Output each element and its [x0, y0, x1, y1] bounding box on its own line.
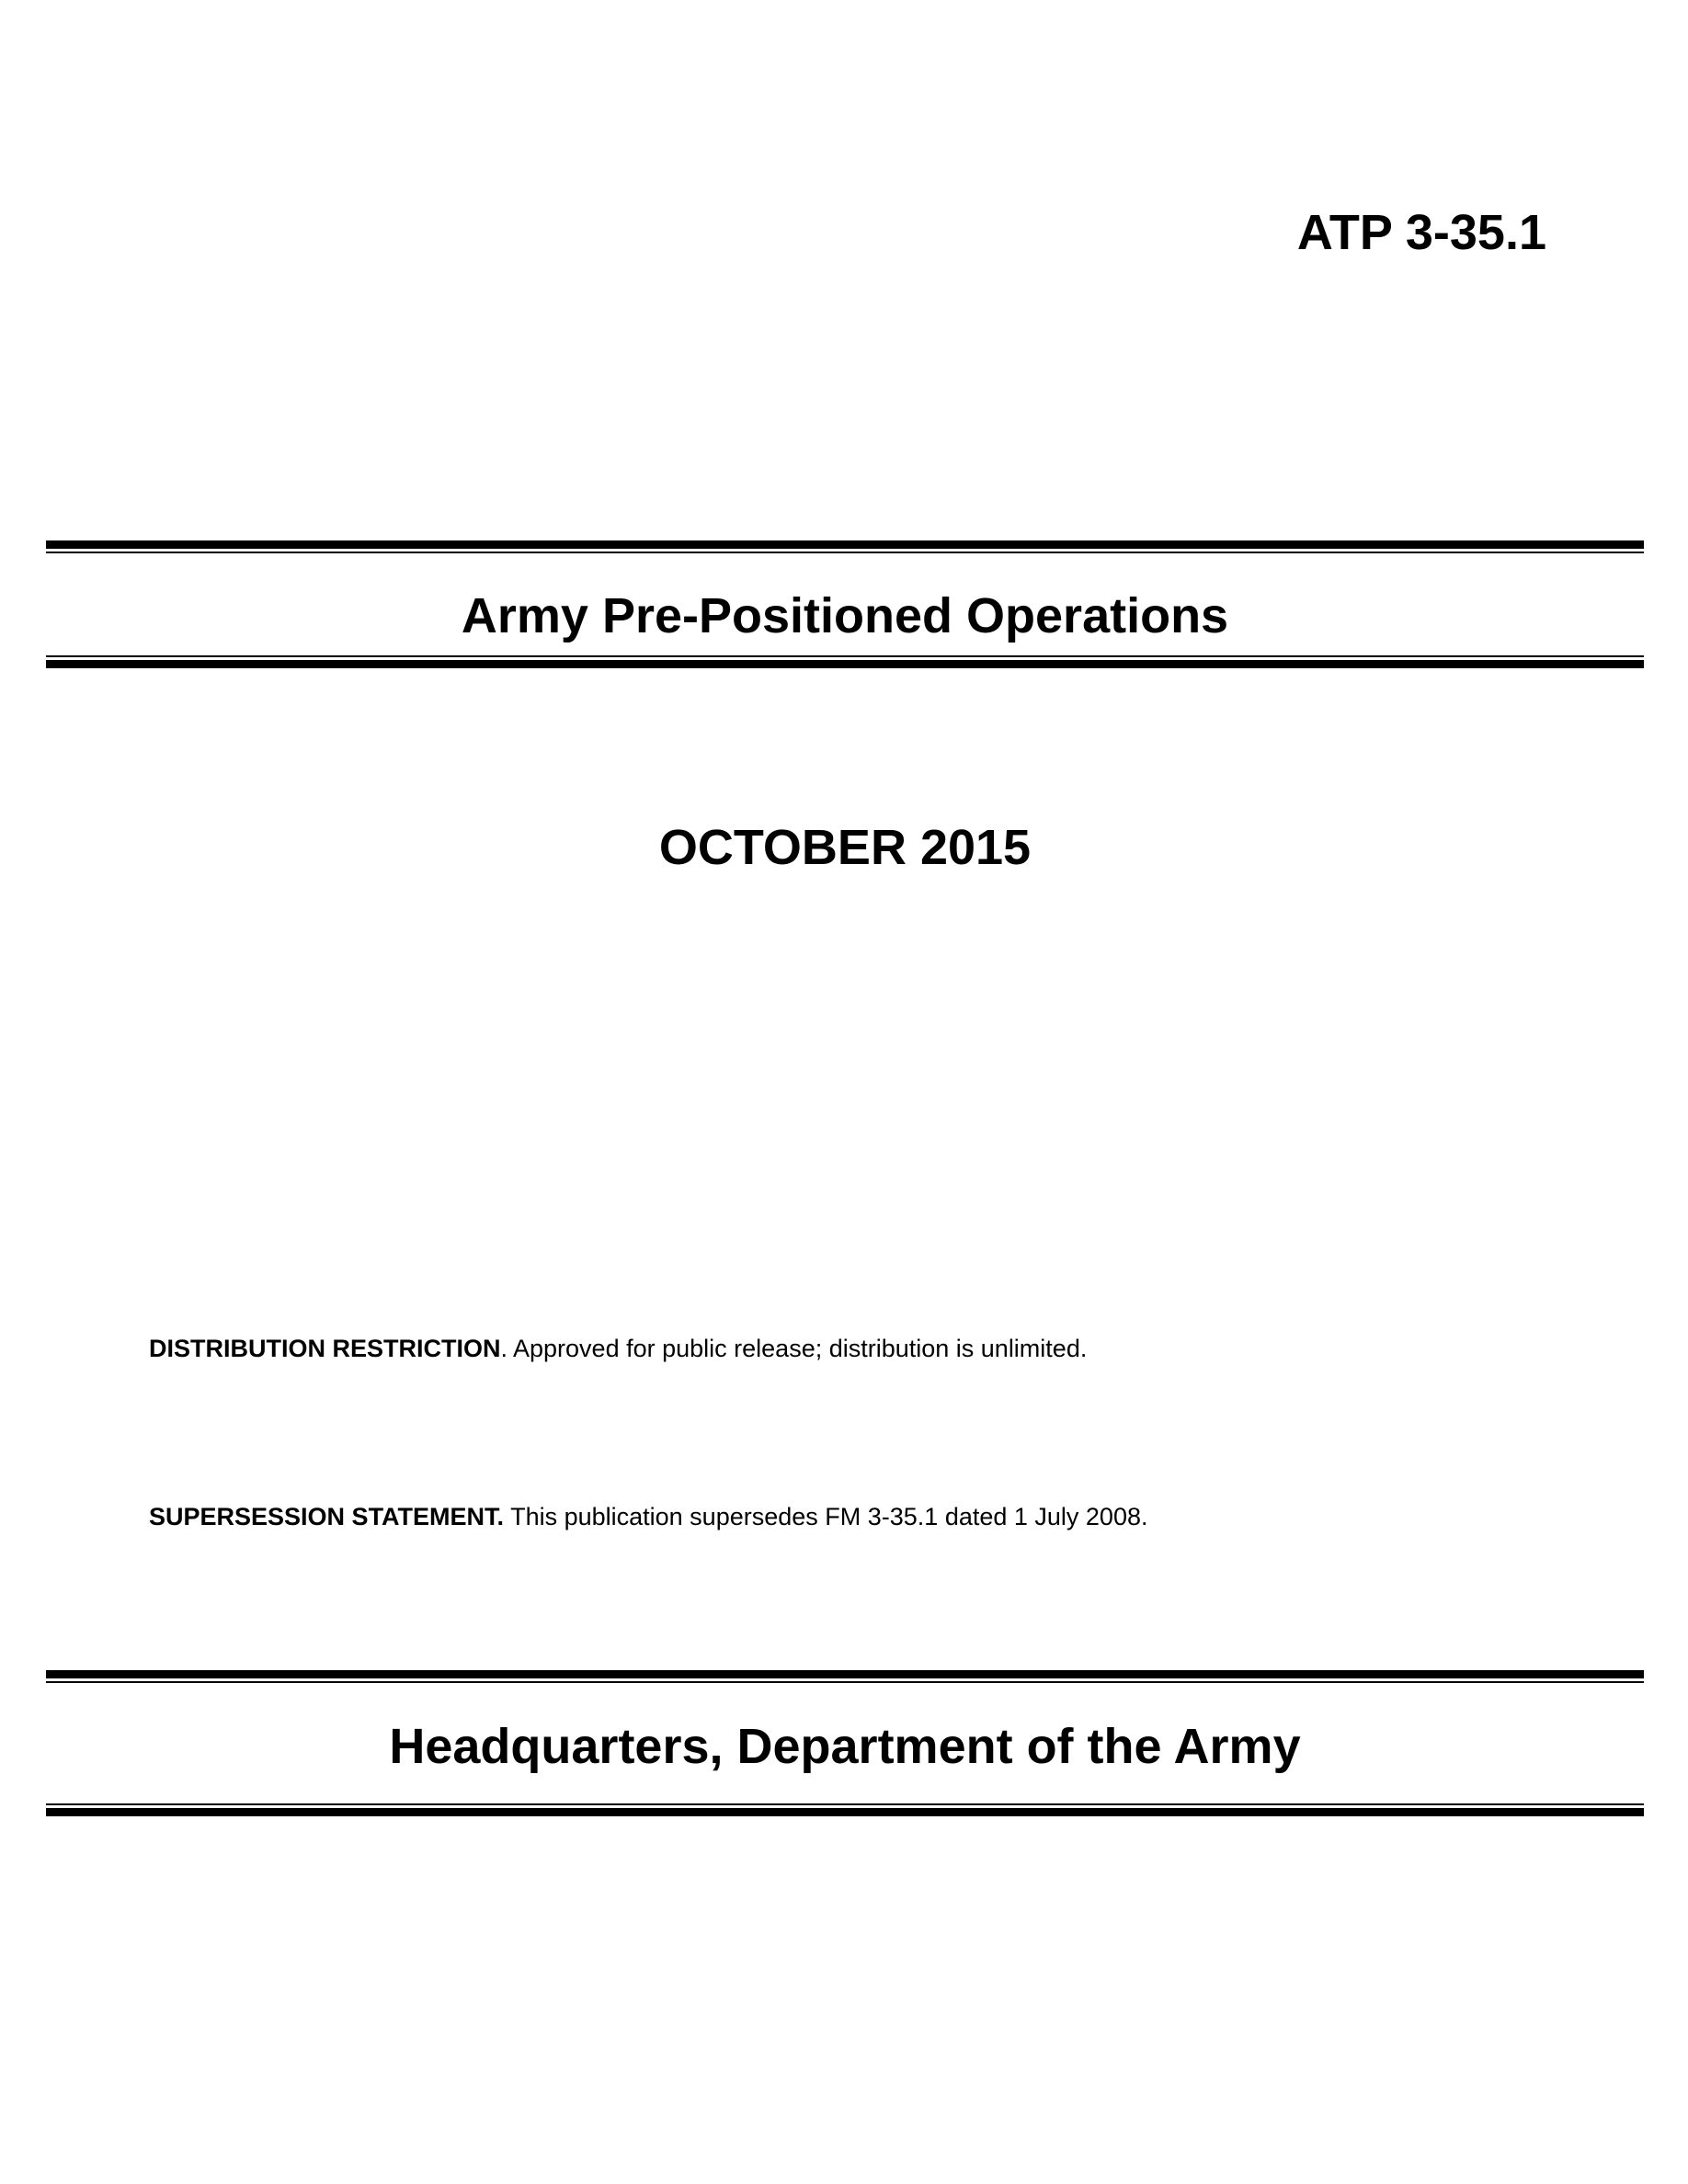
issuer-name: Headquarters, Department of the Army	[389, 1719, 1301, 1774]
issuer-top-rule	[46, 1670, 1644, 1683]
document-title: Army Pre-Positioned Operations	[461, 588, 1229, 643]
issuer-bottom-rule	[46, 1803, 1644, 1816]
supersession-statement	[149, 1505, 1147, 1530]
distribution-text: . Approved for public release; distribution is unlimited.	[500, 1335, 1088, 1362]
publication-date: OCTOBER 2015	[658, 820, 1032, 875]
supersession-text: This publication supersedes FM 3-35.1 dated 1 July 2008.	[504, 1503, 1148, 1530]
distribution-label: DISTRIBUTION RESTRICTION	[149, 1335, 501, 1362]
supersession-label: SUPERSESSION STATEMENT.	[149, 1503, 505, 1530]
title-top-rule	[46, 540, 1644, 553]
distribution-restriction	[149, 1337, 1087, 1361]
title-bottom-rule	[46, 655, 1644, 668]
publication-number: ATP 3-35.1	[1296, 205, 1546, 260]
